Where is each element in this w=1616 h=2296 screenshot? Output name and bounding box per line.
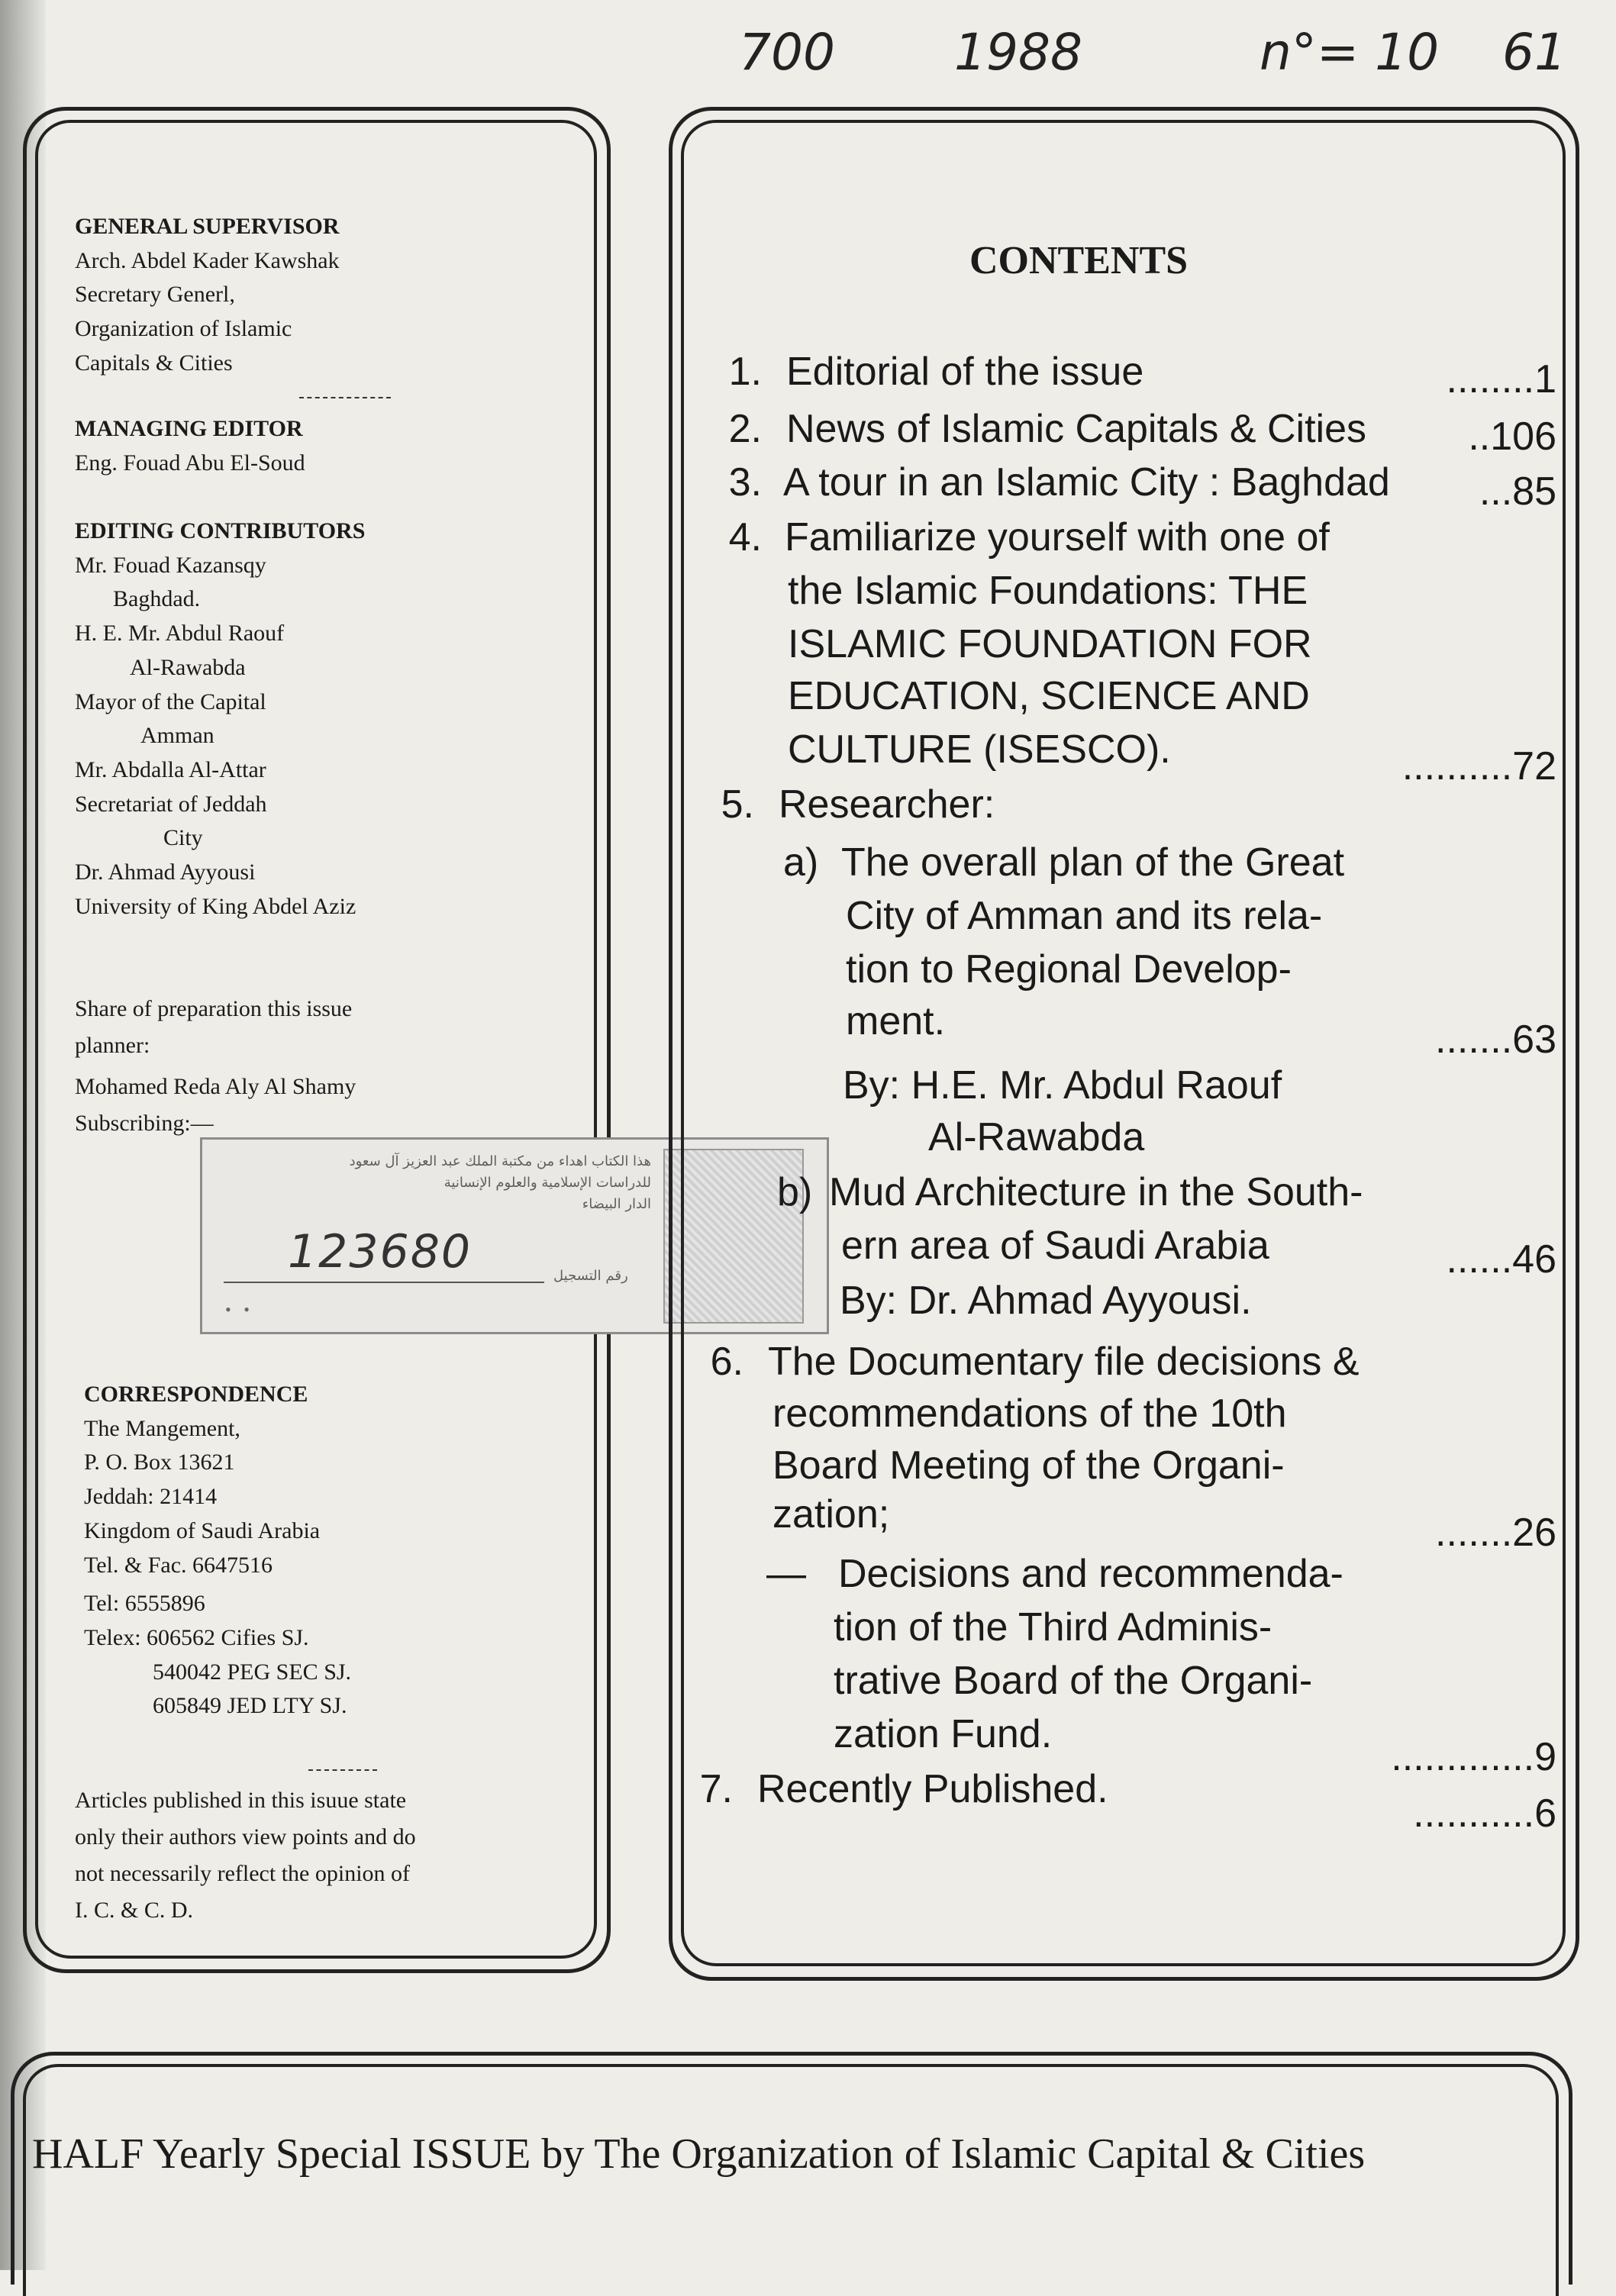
toc-entry-line: Mud Architecture in the South- (829, 1170, 1363, 1214)
correspondence-line: Tel. & Fac. 6647516 (84, 1552, 273, 1578)
disclaimer-section (75, 1782, 416, 1929)
toc-entry-line: recommendations of the 10th (773, 1391, 1287, 1436)
toc-number: 3. (728, 460, 762, 505)
toc-entry-line: Familiarize yourself with one of (785, 515, 1330, 559)
stamp-rule (224, 1282, 544, 1283)
toc-entry-text: Researcher: (779, 782, 995, 827)
preparation-section (75, 991, 356, 1142)
subscribing-label: Subscribing:— (75, 1111, 214, 1136)
correspondence-line: Kingdom of Saudi Arabia (84, 1517, 321, 1543)
toc-entry-line: CULTURE (ISESCO). (788, 727, 1171, 772)
managing-editor-heading: MANAGING EDITOR (75, 416, 303, 441)
correspondence-line: P. O. Box 13621 (84, 1450, 235, 1475)
toc-page-number: .............9 (1391, 1735, 1556, 1779)
toc-page-number: ..106 (1468, 414, 1556, 459)
preparation-line: planner: (75, 1033, 150, 1058)
toc-author: By: H.E. Mr. Abdul Raouf (843, 1063, 1282, 1108)
toc-entry-line: tion to Regional Develop- (846, 947, 1292, 992)
contributor-line: City (163, 825, 203, 851)
correspondence-section (75, 1378, 351, 1724)
disclaimer-line: I. C. & C. D. (75, 1898, 194, 1923)
stamp-registration-number: 123680 (288, 1225, 473, 1279)
toc-page-number: .......26 (1435, 1511, 1556, 1555)
toc-entry-line: Decisions and recommenda- (838, 1552, 1343, 1596)
correspondence-line: 540042 PEG SEC SJ. (153, 1659, 352, 1685)
managing-editor-section (75, 412, 305, 480)
correspondence-line: 605849 JED LTY SJ. (153, 1693, 347, 1719)
contributor-line: Mayor of the Capital (75, 688, 266, 714)
toc-entry-line: zation; (773, 1492, 890, 1537)
contributor-line: University of King Abdel Aziz (75, 893, 356, 919)
stamp-text: هذا الكتاب اهداء من مكتبة الملك عبد العزيز آل سعود (349, 1153, 651, 1169)
supervisor-line: Secretary Generl, (75, 282, 235, 308)
toc-entry-line: ISLAMIC FOUNDATION FOR (788, 622, 1312, 666)
preparation-planner: Mohamed Reda Aly Al Shamy (75, 1074, 356, 1099)
handwritten-year: 1988 (954, 23, 1082, 82)
toc-page-number: ......46 (1446, 1237, 1556, 1282)
toc-number: 5. (721, 782, 754, 827)
toc-number: 4. (728, 515, 762, 559)
editing-contributors-section (75, 514, 365, 924)
toc-entry-line: City of Amman and its rela- (846, 894, 1323, 938)
toc-number: 6. (710, 1340, 743, 1384)
toc-page-number: ...85 (1479, 469, 1556, 514)
toc-entry-text: News of Islamic Capitals & Cities (786, 407, 1366, 451)
toc-author: By: Dr. Ahmad Ayyousi. (840, 1279, 1252, 1323)
toc-subnumber: a) (783, 840, 819, 885)
contributor-line: Secretariat of Jeddah (75, 791, 267, 817)
supervisor-line: Organization of Islamic (75, 316, 292, 342)
correspondence-line: Telex: 606562 Cifies SJ. (84, 1624, 309, 1650)
contributor-line: Mr. Fouad Kazansqy (75, 552, 266, 578)
correspondence-line: Tel: 6555896 (84, 1591, 205, 1617)
toc-entry-line: EDUCATION, SCIENCE AND (788, 674, 1310, 718)
stamp-text: للدراسات الإسلامية والعلوم الإنسانية (444, 1175, 651, 1191)
toc-author: Al-Rawabda (928, 1115, 1145, 1159)
contents-title: CONTENTS (969, 239, 1189, 282)
toc-page-number: ........1 (1446, 357, 1556, 401)
toc-page-number: ..........72 (1402, 744, 1556, 788)
toc-entry-line: Board Meeting of the Organi- (773, 1443, 1285, 1488)
contributor-line: Al-Rawabda (130, 654, 246, 680)
managing-editor-name: Eng. Fouad Abu El-Soud (75, 450, 305, 476)
toc-number: 1. (728, 350, 762, 394)
toc-dash: — (766, 1552, 806, 1596)
stamp-registration-label: رقم التسجيل (553, 1268, 628, 1284)
section-divider (299, 397, 391, 398)
toc-page-number: .......63 (1435, 1017, 1556, 1062)
toc-entry-text: A tour in an Islamic City : Baghdad (783, 460, 1390, 505)
toc-page-number: ...........6 (1413, 1791, 1556, 1836)
toc-entry-line: tion of the Third Adminis- (834, 1605, 1272, 1649)
toc-entry-line: The Documentary file decisions & (768, 1340, 1360, 1384)
correspondence-heading: CORRESPONDENCE (84, 1382, 308, 1407)
correspondence-line: The Mangement, (84, 1415, 240, 1441)
handwritten-code: 61 (1502, 23, 1566, 82)
handwritten-number: 700 (739, 23, 835, 82)
footer-banner-inner-border (23, 2064, 1559, 2296)
supervisor-line: Capitals & Cities (75, 350, 233, 376)
stamp-dots: • • (225, 1300, 250, 1319)
disclaimer-line: Articles published in this isuue state (75, 1788, 407, 1813)
footer-title: HALF Yearly Special ISSUE by The Organization of Islamic Capital & Cities (32, 2130, 1366, 2178)
contributor-line: Amman (140, 723, 214, 749)
contributor-line: H. E. Mr. Abdul Raouf (75, 621, 285, 647)
toc-entry-line: the Islamic Foundations: THE (788, 569, 1308, 613)
editing-contributors-heading: EDITING CONTRIBUTORS (75, 518, 366, 543)
toc-entry-line: ern area of Saudi Arabia (841, 1224, 1269, 1268)
section-divider (308, 1769, 377, 1771)
general-supervisor-heading: GENERAL SUPERVISOR (75, 214, 340, 239)
contributor-line: Baghdad. (113, 586, 201, 612)
contributor-line: Mr. Abdalla Al-Attar (75, 756, 266, 782)
toc-number: 2. (728, 407, 762, 451)
toc-entry-line: The overall plan of the Great (841, 840, 1345, 885)
supervisor-line: Arch. Abdel Kader Kawshak (75, 247, 340, 273)
correspondence-line: Jeddah: 21414 (84, 1484, 218, 1510)
toc-entry-text: Recently Published. (757, 1767, 1108, 1811)
toc-number: 7. (699, 1767, 733, 1811)
handwritten-issue: n°= 10 (1260, 23, 1440, 82)
toc-entry-line: ment. (846, 999, 946, 1043)
contributor-line: Dr. Ahmad Ayyousi (75, 859, 256, 885)
toc-entry-line: trative Board of the Organi- (834, 1659, 1313, 1703)
toc-entry-line: zation Fund. (834, 1712, 1053, 1756)
disclaimer-line: not necessarily reflect the opinion of (75, 1861, 411, 1886)
stamp-text: الدار البيضاء (582, 1196, 651, 1212)
toc-entry-text: Editorial of the issue (786, 350, 1144, 394)
toc-subnumber: b) (777, 1170, 813, 1214)
disclaimer-line: only their authors view points and do (75, 1824, 416, 1849)
general-supervisor-section (75, 210, 340, 381)
preparation-line: Share of preparation this issue (75, 996, 353, 1021)
